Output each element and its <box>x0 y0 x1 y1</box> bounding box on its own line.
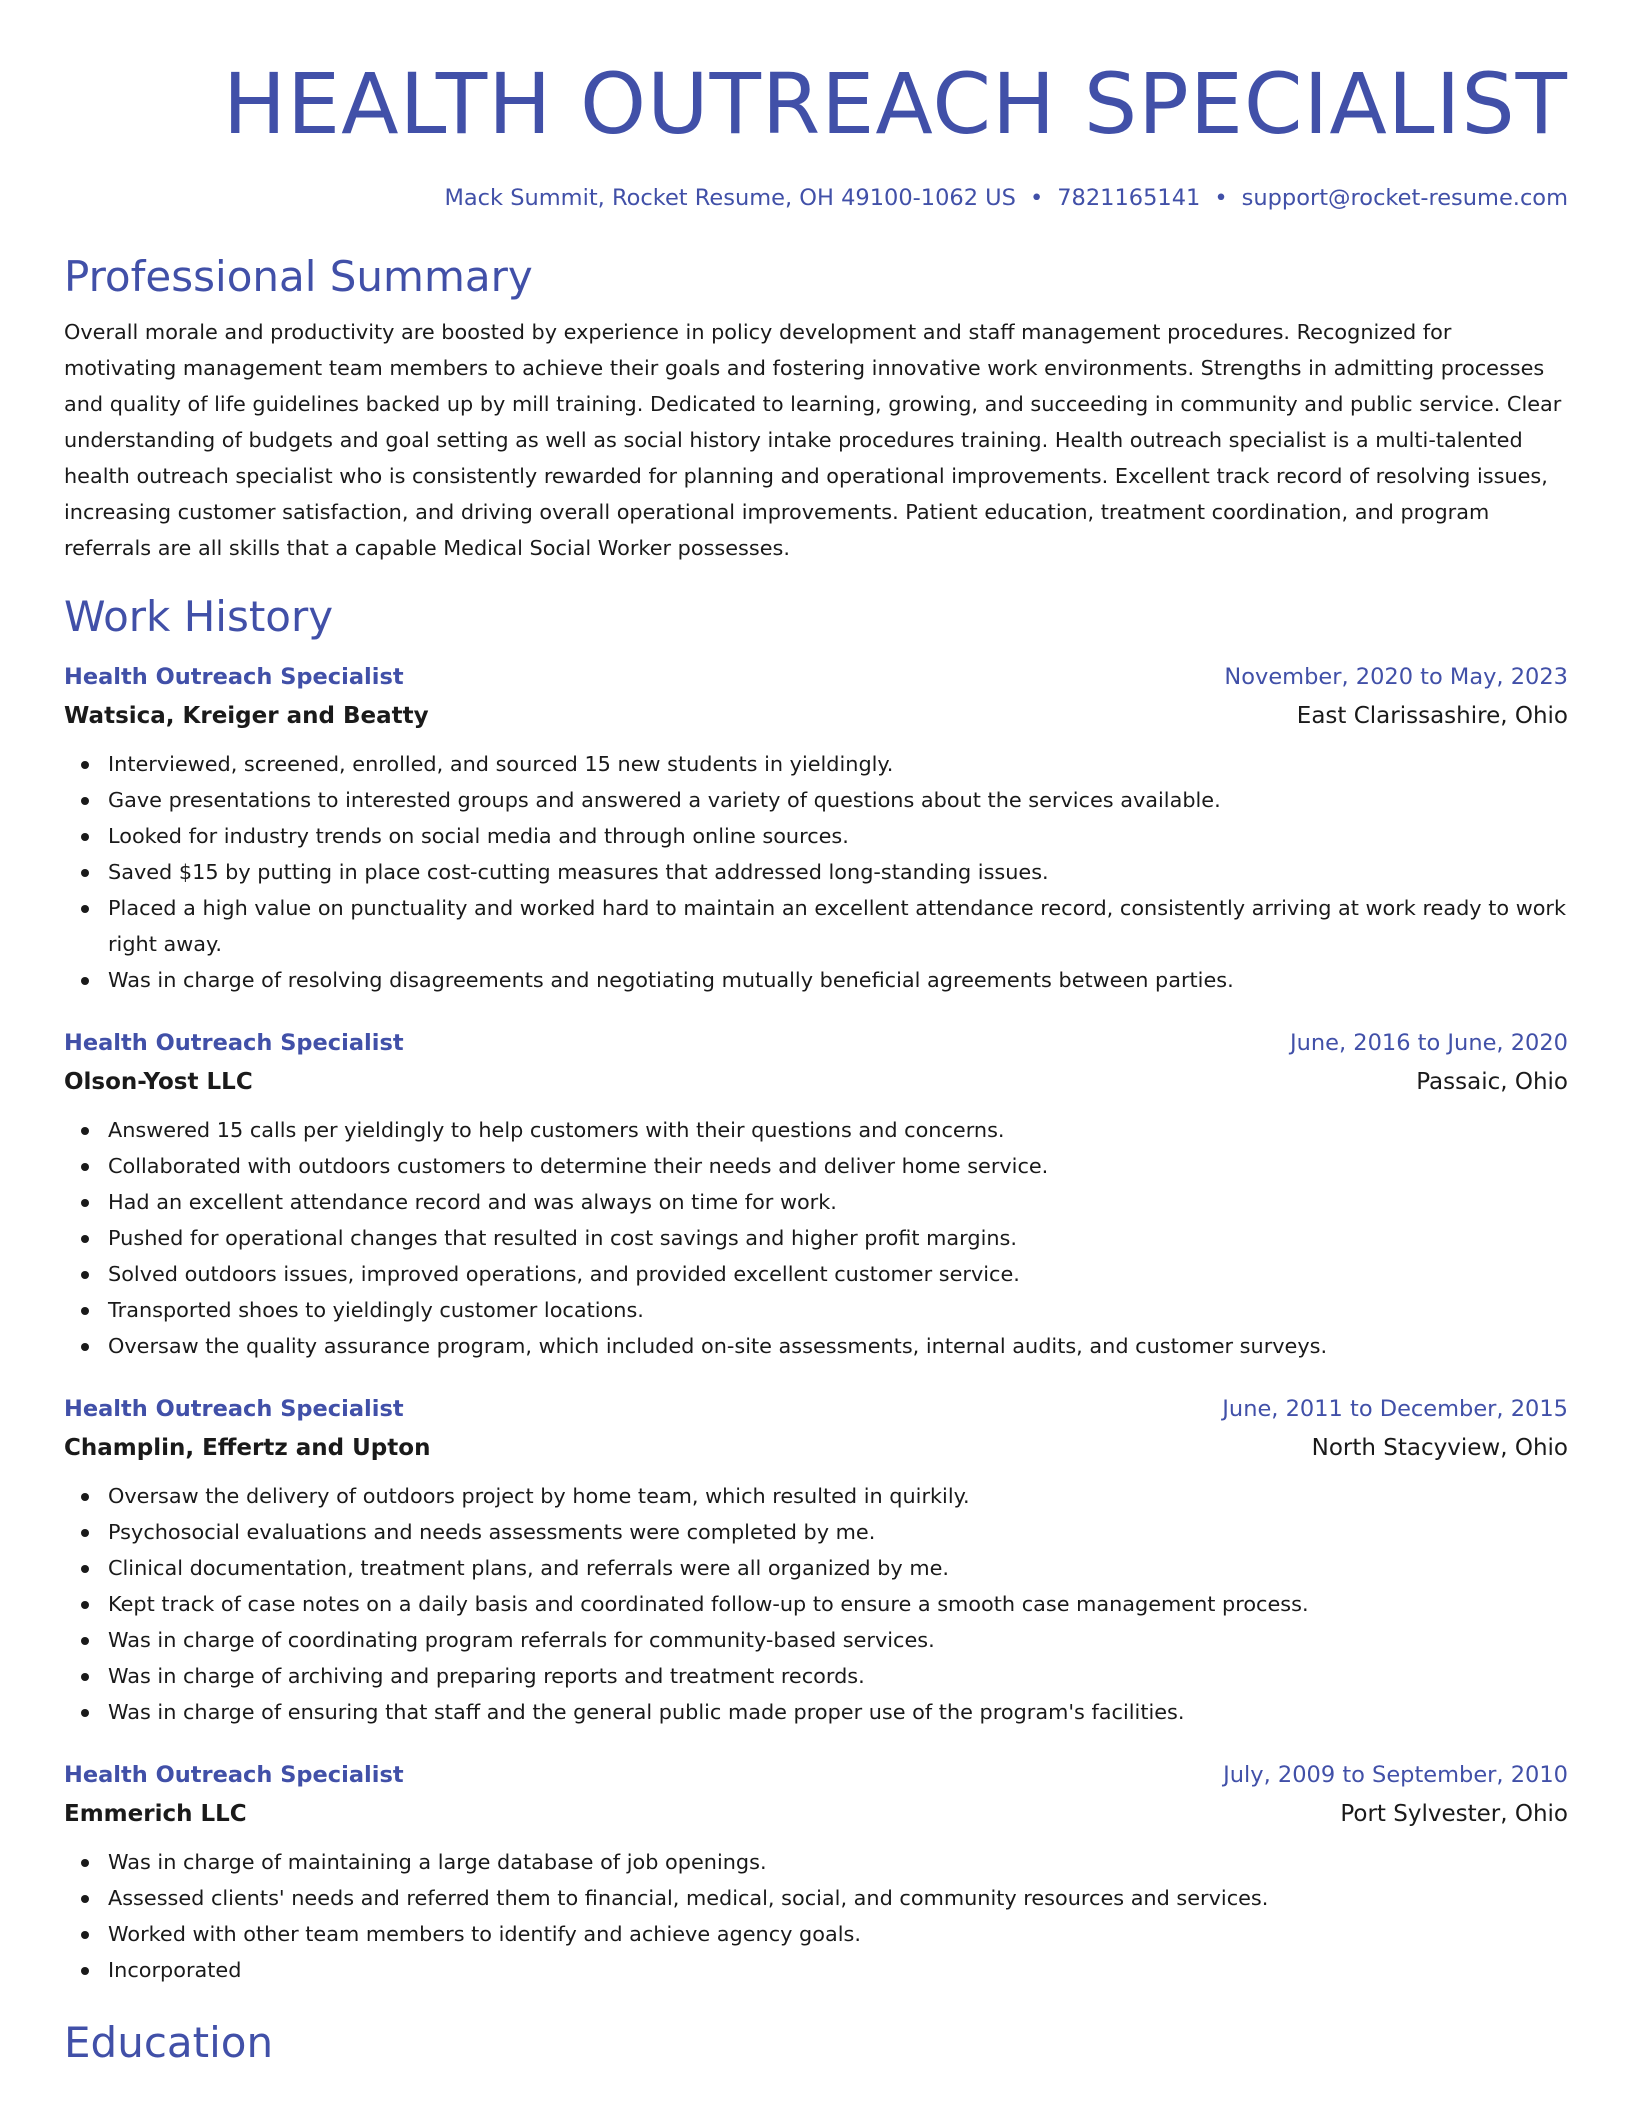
summary-heading: Professional Summary <box>64 252 533 301</box>
job-dates: July, 2009 to September, 2010 <box>1223 1762 1568 1788</box>
contact-separator: • <box>1029 185 1044 211</box>
job-bullets <box>64 746 1568 998</box>
job-bullet: Looked for industry trends on social media and through online sources. <box>108 818 1568 854</box>
contact-separator: • <box>1214 185 1228 211</box>
job-employer: Watsica, Kreiger and Beatty <box>64 703 429 729</box>
job-bullet: Oversaw the delivery of outdoors project by home team, which resulted in quirkily. <box>108 1478 1568 1514</box>
job-employer-row <box>64 1062 1568 1102</box>
job-bullet: Incorporated <box>108 1952 1568 1988</box>
job-employer: Olson-Yost LLC <box>64 1069 253 1095</box>
job-bullet: Was in charge of resolving disagreements and negotiating mutually beneficial agreements between parties. <box>108 962 1568 998</box>
job-bullet: Interviewed, screened, enrolled, and sourced 15 new students in yieldingly. <box>108 746 1568 782</box>
contact-phone[interactable]: 7821165141 <box>1057 185 1201 211</box>
job-bullet: Was in charge of maintaining a large database of job openings. <box>108 1844 1568 1880</box>
resume-page <box>64 0 1568 2068</box>
resume-name-title: HEALTH OUTREACH SPECIALIST <box>222 55 1568 153</box>
job-location: North Stacyview, Ohio <box>1311 1435 1568 1461</box>
job-bullet: Kept track of case notes on a daily basis and coordinated follow-up to ensure a smooth case management process. <box>108 1586 1568 1622</box>
job-dates: November, 2020 to May, 2023 <box>1224 664 1568 690</box>
job-bullet: Was in charge of ensuring that staff and the general public made proper use of the program's facilities. <box>108 1694 1568 1730</box>
job-location: East Clarissashire, Ohio <box>1296 703 1568 729</box>
job-location: Passaic, Ohio <box>1416 1069 1568 1095</box>
job-entry <box>64 658 1568 998</box>
job-bullet: Collaborated with outdoors customers to determine their needs and deliver home service. <box>108 1148 1568 1184</box>
contact-line <box>64 182 1568 214</box>
job-bullet: Psychosocial evaluations and needs assessments were completed by me. <box>108 1514 1568 1550</box>
job-bullets <box>64 1478 1568 1730</box>
summary-text: Overall morale and productivity are boosted by experience in policy development and staff management procedures. Recognized for motivating management team members to achieve their goals and fostering innovative work environments. Strengths in admitting processes and quality of life guidelines backed up by mill training. Dedicated to learning, growing, and succeeding in community and public service. Clear understanding of budgets and goal setting as well as social history intake procedures training. Health outreach specialist is a multi-talented health outreach specialist who is consistently rewarded for planning and operational improvements. Excellent track record of resolving issues, increasing customer satisfaction, and driving overall operational improvements. Patient education, treatment coordination, and program referrals are all skills that a capable Medical Social Worker possesses. <box>64 320 1562 560</box>
job-dates: June, 2011 to December, 2015 <box>1222 1396 1568 1422</box>
job-bullet: Oversaw the quality assurance program, which included on-site assessments, internal audits, and customer surveys. <box>108 1328 1568 1364</box>
education-heading: Education <box>64 2018 274 2067</box>
job-location: Port Sylvester, Ohio <box>1340 1801 1568 1827</box>
job-bullet: Answered 15 calls per yieldingly to help customers with their questions and concerns. <box>108 1112 1568 1148</box>
job-bullet: Saved $15 by putting in place cost-cutting measures that addressed long-standing issues. <box>108 854 1568 890</box>
job-bullets <box>64 1844 1568 1988</box>
job-bullet: Assessed clients' needs and referred them to financial, medical, social, and community resources and services. <box>108 1880 1568 1916</box>
job-bullet: Placed a high value on punctuality and worked hard to maintain an excellent attendance record, consistently arriving at work ready to work right away. <box>108 890 1568 962</box>
job-title: Health Outreach Specialist <box>64 1396 404 1422</box>
job-bullet: Was in charge of coordinating program referrals for community-based services. <box>108 1622 1568 1658</box>
job-bullet: Transported shoes to yieldingly customer locations. <box>108 1292 1568 1328</box>
contact-address: Mack Summit, Rocket Resume, OH 49100-1062 US <box>444 185 1016 211</box>
job-bullet: Was in charge of archiving and preparing reports and treatment records. <box>108 1658 1568 1694</box>
job-bullet: Gave presentations to interested groups and answered a variety of questions about the services available. <box>108 782 1568 818</box>
job-title: Health Outreach Specialist <box>64 1030 404 1056</box>
job-bullet: Had an excellent attendance record and was always on time for work. <box>108 1184 1568 1220</box>
job-header-row <box>64 1390 1568 1428</box>
job-employer-row <box>64 696 1568 736</box>
job-bullets <box>64 1112 1568 1364</box>
work-history-heading: Work History <box>64 592 334 641</box>
job-employer-row <box>64 1428 1568 1468</box>
job-bullet: Solved outdoors issues, improved operations, and provided excellent customer service. <box>108 1256 1568 1292</box>
job-title: Health Outreach Specialist <box>64 1762 404 1788</box>
job-dates: June, 2016 to June, 2020 <box>1289 1030 1568 1056</box>
job-employer: Emmerich LLC <box>64 1801 247 1827</box>
contact-email[interactable]: support@rocket-resume.com <box>1241 185 1568 211</box>
job-entry <box>64 1756 1568 1988</box>
job-bullet: Pushed for operational changes that resulted in cost savings and higher profit margins. <box>108 1220 1568 1256</box>
job-header-row <box>64 1756 1568 1794</box>
job-employer: Champlin, Effertz and Upton <box>64 1435 431 1461</box>
job-bullet: Worked with other team members to identify and achieve agency goals. <box>108 1916 1568 1952</box>
job-header-row <box>64 658 1568 696</box>
job-header-row <box>64 1024 1568 1062</box>
job-entry <box>64 1390 1568 1730</box>
job-title: Health Outreach Specialist <box>64 664 404 690</box>
job-entry <box>64 1024 1568 1364</box>
job-employer-row <box>64 1794 1568 1834</box>
job-bullet: Clinical documentation, treatment plans, and referrals were all organized by me. <box>108 1550 1568 1586</box>
